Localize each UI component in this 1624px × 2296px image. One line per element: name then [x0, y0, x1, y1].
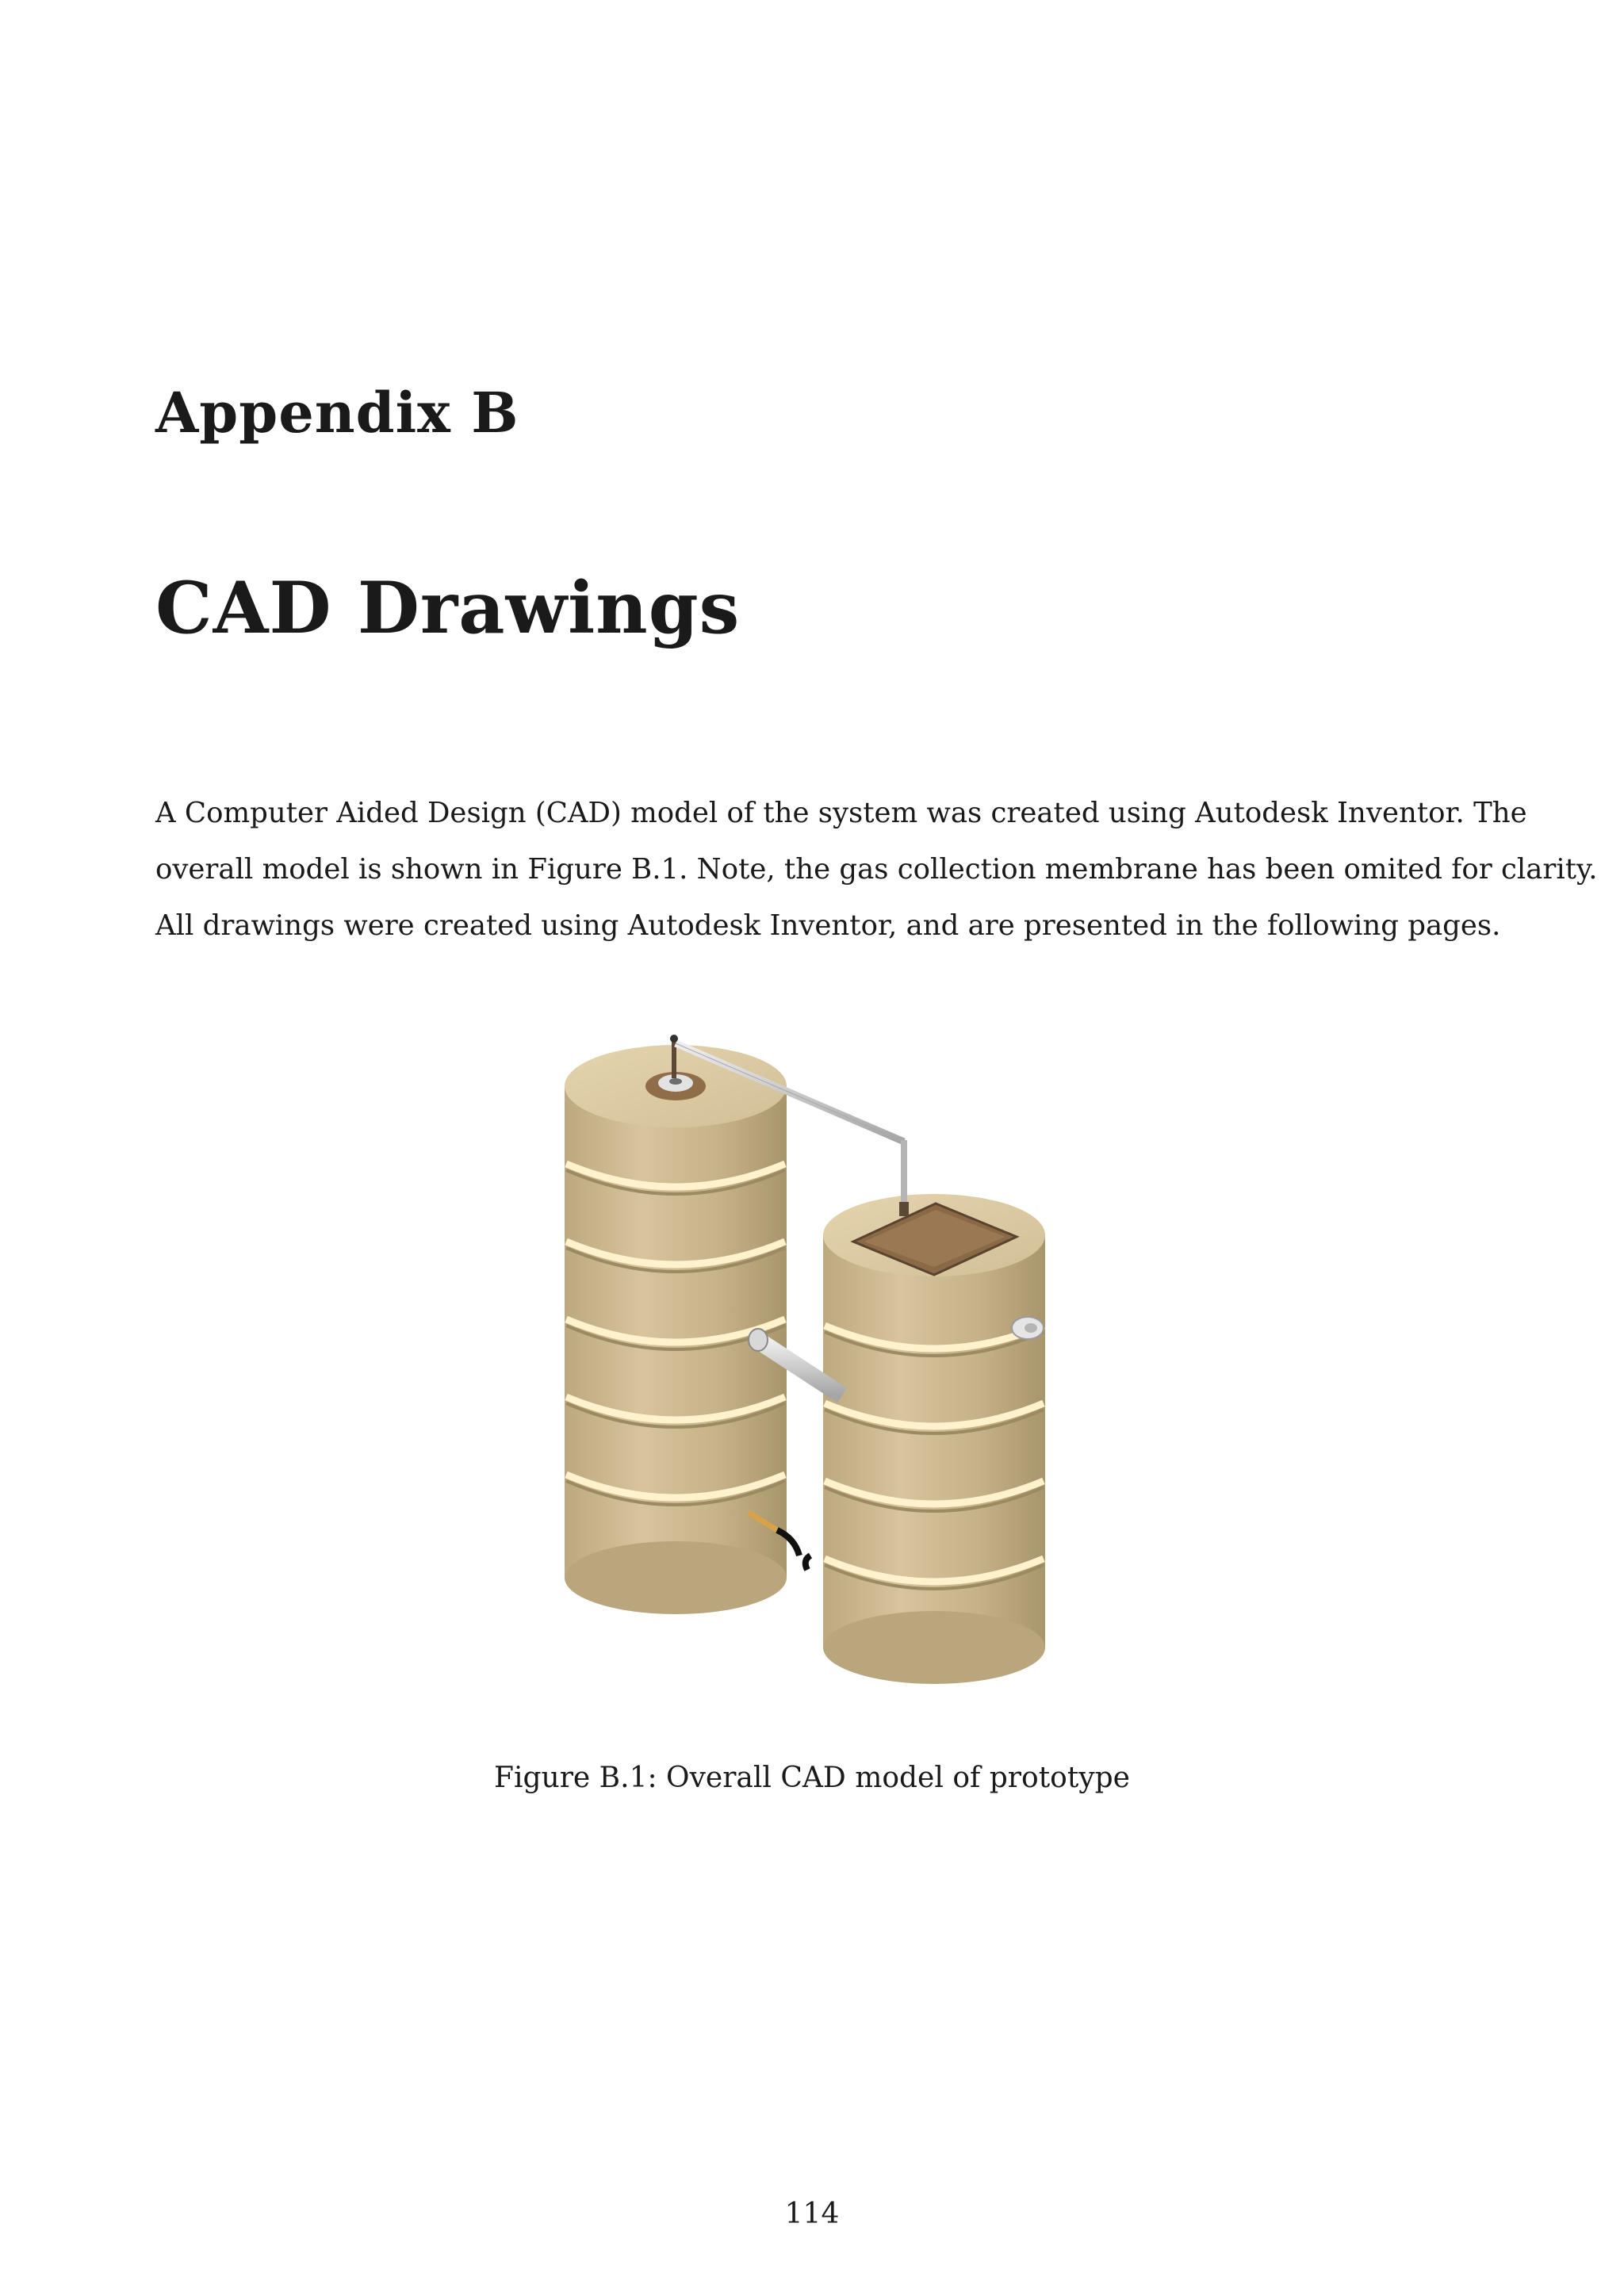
appendix-label: Appendix B	[155, 380, 519, 446]
chapter-title: CAD Drawings	[155, 566, 741, 650]
paragraph-line: A Computer Aided Design (CAD) model of the system was created using Autodesk Inventor. The	[155, 797, 1527, 829]
page-number: 114	[784, 2198, 840, 2230]
body-paragraph	[155, 785, 1598, 954]
cad-model-figure	[547, 1023, 1086, 1705]
right-cylinder-stack	[823, 1194, 1045, 1684]
figure-caption: Figure B.1: Overall CAD model of prototype	[494, 1762, 1130, 1794]
paragraph-line: All drawings were created using Autodesk Inventor, and are presented in the following pages.	[155, 909, 1501, 942]
cad-model-render	[547, 1023, 1086, 1705]
paragraph-line: overall model is shown in Figure B.1. Note, the gas collection membrane has been omited for clarity.	[155, 853, 1598, 886]
